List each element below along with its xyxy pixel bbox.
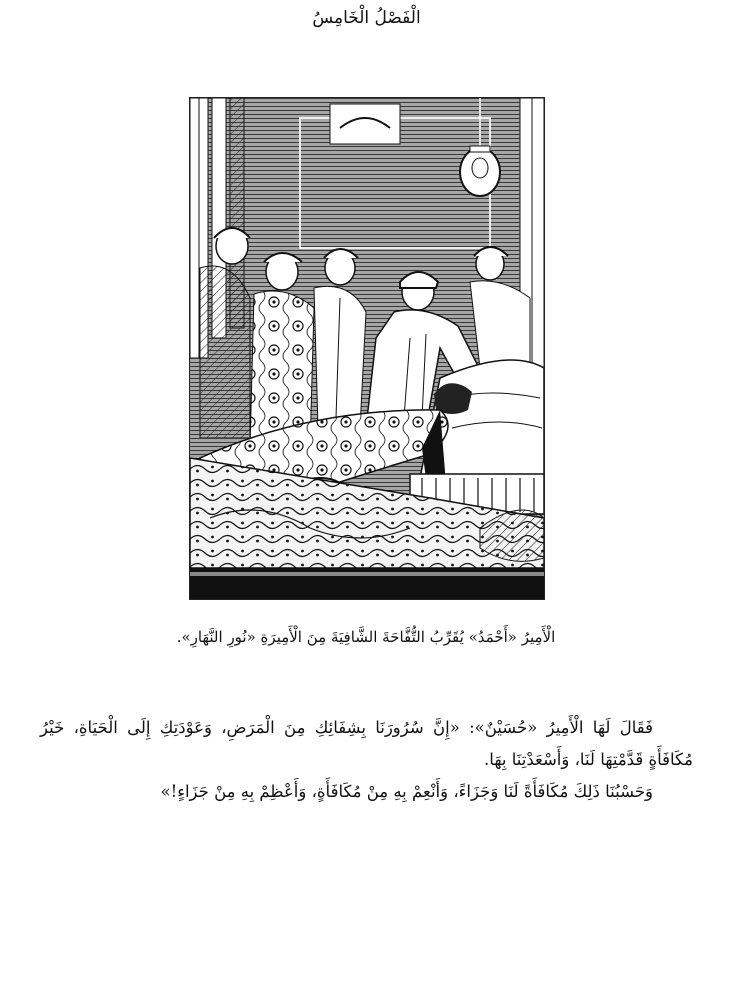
chapter-title: الْفَصْلُ الْخَامِسُ [312,8,421,28]
illustration-figure [189,97,545,600]
story-paragraph: فَقَالَ لَهَا الْأَمِيرُ «حُسَيْنٌ»: «إِنَّ سُرُورَنَا بِشِفَائِكِ مِنَ الْمَرَضِ، وَعَوْدَتِكِ إِلَى الْحَيَاةِ، خَيْرُ مُكَافَأَةٍ قَدَّمْتِهَا لَنَا، وَأَسْعَدْتِنَا بِهَا. [40,718,693,769]
illustration-artwork [190,98,544,599]
illustration-caption: الْأَمِيرُ «أَحْمَدُ» يُقَرِّبُ التُّفَّاحَةَ الشَّافِيَةَ مِنَ الْأَمِيرَةِ «نُورِ النَّهَارِ». [176,628,556,646]
onlooker-figures [200,228,366,448]
story-paragraph: وَحَسْبُنَا ذَلِكَ مُكَافَأَةً لَنَا وَجَزَاءً، وَأَنْعِمْ بِهِ مِنْ مُكَافَأَةٍ، وَأَعْظِمْ بِهِ مِنْ جَزَاءٍ!» [160,782,653,801]
story-body [40,712,693,808]
